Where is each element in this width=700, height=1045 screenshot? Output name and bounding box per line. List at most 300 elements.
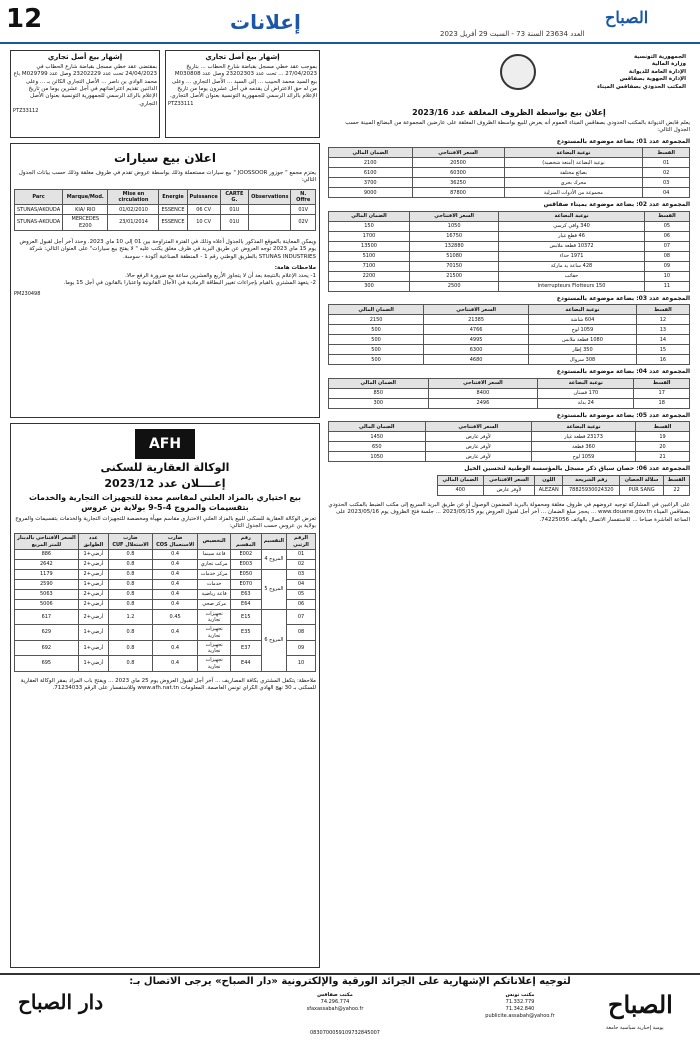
group-title: المجموعة عدد 04: بضاعة موضوعة بالمستودع <box>556 368 690 376</box>
table-row <box>329 178 690 188</box>
cell: 36250 <box>412 178 504 188</box>
col-header: السعر الافتتاحي <box>424 305 529 315</box>
cell: 03 <box>643 178 690 188</box>
table-row <box>329 158 690 168</box>
table-row <box>329 241 690 251</box>
cell: نوعية البضاعة (أمتعة شخصية) <box>504 158 643 168</box>
cell: 0.4 <box>152 640 198 656</box>
cell: STUNAS/AKOUDA <box>15 205 63 215</box>
col-header: الضمان المالي <box>437 475 483 485</box>
cell: STUNAS-AKOUDA <box>15 215 63 231</box>
afh-body: ملاحظة: يتكفل المشتري بكافة المصاريف ... آخر أجل لقبول العروض يوم 25 ماي 2023 ... ويفتح باب المزاد بمقر الوكالة العقارية للسكنى بـ 30 نهج الهادي الكراي تونس العاصمة. المعلومات www.afh.nat.tn وللاستفسار على الرقم 71234033. <box>20 677 316 692</box>
cell: 07 <box>644 241 689 251</box>
table-row <box>329 271 690 281</box>
table-row <box>329 221 690 231</box>
cell: مجموعة من الأدوات المنزلية <box>504 188 643 198</box>
table-row <box>329 251 690 261</box>
cell: 0.8 <box>109 625 153 641</box>
col-header: التقسيم <box>261 534 286 550</box>
table-row <box>15 215 316 231</box>
group-table <box>328 421 690 462</box>
cell: E050 <box>230 569 261 579</box>
cell: 1971 حذاء <box>499 251 644 261</box>
cell: مركز خدمات <box>198 569 231 579</box>
cell: محرك بحري <box>504 178 643 188</box>
footer-rib: 0830700059109732845007 <box>310 1030 380 1036</box>
cell: 1059 لوح <box>529 325 637 335</box>
cell: 78825930024320 <box>563 485 620 495</box>
cell: 01 <box>643 158 690 168</box>
cell: 13 <box>636 325 689 335</box>
cell: 10 <box>644 271 689 281</box>
col-header: رقم المقسم <box>230 534 261 550</box>
phone: 71.342.840 <box>505 1006 535 1012</box>
col-header: السعر الافتتاحي <box>410 211 499 221</box>
group-6-title: المجموعة عدد 06: حصان سباق ذكر مسجل بالمؤسسة الوطنية لتحسين الخيل <box>464 465 690 473</box>
cell: قاعة سينما <box>198 549 231 559</box>
cell: تجهيزات تجارية <box>198 656 231 672</box>
col-header: نوعية البضاعة <box>504 148 643 158</box>
cell: مركز صحي <box>198 599 231 609</box>
cell: 5100 <box>329 251 410 261</box>
afh-subtitle: بيع اختياري بالمزاد العلني لمقاسم معدة للتجهيزات التجارية والخدمات <box>28 492 302 502</box>
authority-line: وزارة المالية <box>651 61 686 68</box>
table-row <box>329 281 690 291</box>
authority-line: الجمهورية التونسية <box>633 54 686 60</box>
cell: 19 <box>636 432 690 442</box>
cell: 0.8 <box>109 599 153 609</box>
table-row <box>15 205 316 215</box>
cell: 70150 <box>410 261 499 271</box>
notice-body: بمقتضى عقد خطي مسجل بقباضة شارع الحطاب في 24/04/2023 تحت عدد 23202229 وصل عدد M029799 باع محمد الوادي بن ناصر ... الأصل التجاري الكائن بـ ... وعلى الدائنين تقديم اعتراضاتهم في أجل عشرين يوما من تاريخ الإعلام بالرائد الرسمي للجمهورية التونسية بعنوان الأصل التجاري. <box>13 63 157 107</box>
cell: PUR SANG <box>620 485 664 495</box>
cell: المروج 4 <box>261 549 286 569</box>
footer-col-sfax <box>260 992 410 1013</box>
afh-subtitle2: بتقسيمات والمروج 4-5-9 بولاية بن عروس <box>81 502 249 512</box>
cell <box>249 205 291 215</box>
table-row <box>329 355 690 365</box>
cell: أرضي+1 <box>78 640 108 656</box>
cell: أرضي+1 <box>78 625 108 641</box>
cell: 8400 <box>428 388 538 398</box>
section-title: إعلانات <box>230 10 301 34</box>
cell: المروج 6 <box>261 609 286 671</box>
col-header: الضمان المالي <box>329 211 410 221</box>
cell: 0.4 <box>152 599 198 609</box>
cell: 06 <box>644 231 689 241</box>
cell: 04 <box>287 579 316 589</box>
tender-authority <box>597 54 686 91</box>
table-row <box>437 485 689 495</box>
cell: 2642 <box>15 559 79 569</box>
cell: لأوفر عارض <box>425 432 531 442</box>
cell: 22 <box>664 485 690 495</box>
cell: 886 <box>15 549 79 559</box>
tender-title: إعلان بيع بواسطة الظروف المغلقة عدد 2023/16 <box>412 108 606 117</box>
cell: 0.4 <box>152 579 198 589</box>
cell: 132880 <box>410 241 499 251</box>
col-header: Observations <box>249 189 291 205</box>
col-header: عدد الطوابق <box>78 534 108 550</box>
group-table <box>328 147 690 198</box>
cell: 02 <box>287 559 316 569</box>
col-header: ضارب الاستغلال CUF <box>109 534 153 550</box>
cell: 1050 <box>410 221 499 231</box>
cell: 16 <box>636 355 689 365</box>
table-row <box>329 388 690 398</box>
seal-icon <box>500 54 536 90</box>
cell: 500 <box>329 335 424 345</box>
cell: 01/02/2010 <box>108 205 159 215</box>
footer-logo-2: دار الصباح <box>18 990 104 1014</box>
col-header: ضارب الاستعمال COS <box>152 534 198 550</box>
cell: 2496 <box>428 398 538 408</box>
col-header: الرقم الرتبي <box>287 534 316 550</box>
cell: E15 <box>230 609 261 625</box>
afh-name: الوكالة العقارية للسكنى <box>100 461 230 474</box>
note-2: 2- يتعهد المشتري بالقيام بإجراءات تغيير البطاقة الرمادية في الآجال القانونية واعتبارا بالقانون في أجل 15 يوما. <box>63 279 316 286</box>
col-header: الضمان المالي <box>329 422 426 432</box>
cell: 13500 <box>329 241 410 251</box>
col-header: الضمان المالي <box>329 148 413 158</box>
cell: أرضي+2 <box>78 569 108 579</box>
email: publicite.assabah@yahoo.fr <box>485 1013 555 1019</box>
afh-logo: AFH <box>135 429 195 459</box>
notice-ref: PTZ33112 <box>13 108 39 115</box>
cell: 1080 قطعة ملابس <box>529 335 637 345</box>
table-row <box>329 231 690 241</box>
col-header: Parc <box>15 189 63 205</box>
cell: 06 <box>287 599 316 609</box>
cell: 08 <box>644 251 689 261</box>
group-table <box>328 378 690 409</box>
cell: 629 <box>15 625 79 641</box>
cell: 9000 <box>329 188 413 198</box>
group-6-table <box>437 475 690 496</box>
cell: 4995 <box>424 335 529 345</box>
footer-title: لتوجيه إعلاناتكم الإشهارية على الجرائد الورقية والإلكترونية «دار الصباح» يرجى الاتصال بـ: <box>129 976 571 987</box>
cell: 10372 قطعة ملابس <box>499 241 644 251</box>
cell: 01U <box>220 205 248 215</box>
cell: أرضي+2 <box>78 559 108 569</box>
cell: 21500 <box>410 271 499 281</box>
cell: 07 <box>287 609 316 625</box>
cell: 09 <box>287 640 316 656</box>
cell: 17 <box>634 388 690 398</box>
cell: 308 سروال <box>529 355 637 365</box>
cell: 150 <box>329 221 410 231</box>
cell: 16750 <box>410 231 499 241</box>
cell: تجهيزات تجارية <box>198 640 231 656</box>
notice-sale-1 <box>165 50 320 138</box>
authority-line: المكتب الحدودي بصفاقس الميناء <box>597 83 686 90</box>
cell: 650 <box>329 442 426 452</box>
table-row <box>15 609 316 625</box>
table-row <box>329 398 690 408</box>
cell: ESSENCE <box>159 215 187 231</box>
col-header: القسط <box>643 148 690 158</box>
cell: E37 <box>230 640 261 656</box>
cell: أرضي+1 <box>78 549 108 559</box>
cell: 04 <box>643 188 690 198</box>
cell: 1.2 <box>109 609 153 625</box>
col-header: القسط <box>634 378 690 388</box>
cell: تجهيزات تجارية <box>198 625 231 641</box>
cell: أرضي+1 <box>78 579 108 589</box>
cell: أرضي+2 <box>78 599 108 609</box>
cell: 05 <box>287 589 316 599</box>
cell: 20500 <box>412 158 504 168</box>
table-row <box>329 261 690 271</box>
afh-table <box>14 533 316 672</box>
customs-tender <box>326 50 692 968</box>
cell: 21 <box>636 452 690 462</box>
cell: 10 CV <box>187 215 220 231</box>
cell: بضائع مختلفة <box>504 168 643 178</box>
col-header: نوعية البضاعة <box>538 378 634 388</box>
afh-title: إعــــلان عدد 2023/12 <box>104 476 226 490</box>
cell: 18 <box>634 398 690 408</box>
cell: E35 <box>230 625 261 641</box>
group-title: المجموعة عدد 01: بضاعة موضوعة بالمستودع <box>556 137 690 145</box>
col-header: نوعية البضاعة <box>499 211 644 221</box>
col-header: اللون <box>534 475 562 485</box>
tender-body: على الراغبين في المشاركة توجيه عروضهم في ظروف مغلقة ومحمولة بالبريد المضمون الوصول أو عن طريق البريد السريع إلى مكتب الضبط بالمكتب الحدودي بصفاقس الميناء www.douane.gov.tn ... يحجز مبلغ الضمان ... آخر أجل لقبول العروض يوم 2023/05/15 ... جلسة فتح الظروف يوم 2023/05/16 على الساعة العاشرة صباحا ... للاستفسار الاتصال بالهاتف 74225056. <box>328 501 690 523</box>
col-header: السعر الافتتاحي <box>483 475 534 485</box>
col-header: الضمان المالي <box>329 305 424 315</box>
col-header: القسط <box>644 211 689 221</box>
page-number: 12 <box>6 4 43 34</box>
table-row <box>329 168 690 178</box>
cell: قاعة رياضية <box>198 589 231 599</box>
table-row <box>329 452 690 462</box>
cell: 0.4 <box>152 569 198 579</box>
cell: 400 <box>437 485 483 495</box>
issue-info: العدد 23634 السنة 73 - السبت 29 أفريل 2023 <box>440 30 585 38</box>
notice-title: إشهار بيع أصل تجاري <box>205 53 280 61</box>
cell: 51080 <box>410 251 499 261</box>
cell: 14 <box>636 335 689 345</box>
col-header: Marque/Mod. <box>63 189 108 205</box>
notes-title: ملاحظات هامة: <box>274 265 316 272</box>
office-label: مكتب صفاقس <box>317 992 353 998</box>
col-header: Puissance <box>187 189 220 205</box>
notice-title: إشهار بيع أصل تجاري <box>47 53 123 61</box>
cell: 2590 <box>15 579 79 589</box>
cell: ESSENCE <box>159 205 187 215</box>
cell: 08 <box>287 625 316 641</box>
cell: 850 <box>329 388 429 398</box>
car-sale-intro: يعتزم مجمع " جوزور JOOSSOOR " بيع سيارات مستعملة وذلك بواسطة عروض تقدم في ظروف مغلقة وذلك حسب بيانات الجدول التالي: <box>18 170 316 184</box>
email: sfaxassabah@yahoo.fr <box>306 1006 364 1012</box>
cell: أرضي+1 <box>78 656 108 672</box>
cell: 0.4 <box>152 656 198 672</box>
notice-ref: PTZ33111 <box>168 100 194 107</box>
table-row <box>329 432 690 442</box>
table-row <box>15 569 316 579</box>
page-header <box>0 0 700 44</box>
cell: E002 <box>230 549 261 559</box>
cell <box>249 215 291 231</box>
group-title: المجموعة عدد 02: بضاعة موضوعة بميناء صفاقس <box>543 201 690 209</box>
cell: E64 <box>230 599 261 609</box>
cell: 0.4 <box>152 625 198 641</box>
cell: 10 <box>287 656 316 672</box>
cell: 87800 <box>412 188 504 198</box>
cell: 1700 <box>329 231 410 241</box>
cell: E63 <box>230 589 261 599</box>
cell: 1450 <box>329 432 426 442</box>
phone: 74.296.774 <box>320 999 350 1005</box>
cell: 300 <box>329 398 429 408</box>
cell: 2100 <box>329 158 413 168</box>
afh-notice <box>10 423 320 968</box>
group-title: المجموعة عدد 05: بضاعة موضوعة بالمستودع <box>556 411 690 419</box>
cell: 2200 <box>329 271 410 281</box>
cell: 0.8 <box>109 589 153 599</box>
notice-body: بموجب عقد خطي مسجل بقباضة شارع الحطاب ... بتاريخ 27/04/2023 ... تحت عدد 23202303 وصل عدد M030808 بيع السيد محمد الحبيب ... إلى السيد ... الأصل التجاري ... وعلى من له حق الاعتراض أن يقدمه في أجل عشرون يوما من تاريخ الإعلام بالرائد الرسمي للجمهورية التونسية بعنوان الأصل التجاري. <box>169 63 317 100</box>
cell: لأوفر عارض <box>483 485 534 495</box>
cell: 500 <box>329 345 424 355</box>
table-row <box>329 442 690 452</box>
table-row <box>329 188 690 198</box>
cell: 03 <box>287 569 316 579</box>
cell: 170 فستان <box>538 388 634 398</box>
cell: 0.8 <box>109 569 153 579</box>
notice-sale-2 <box>10 50 160 138</box>
cell: 692 <box>15 640 79 656</box>
cell: 1059 لوح <box>531 452 635 462</box>
cell: E003 <box>230 559 261 569</box>
col-header: القسط <box>636 422 690 432</box>
cell: 0.8 <box>109 549 153 559</box>
cell: 300 <box>329 281 410 291</box>
cell: 0.8 <box>109 559 153 569</box>
cell: 12 <box>636 315 689 325</box>
col-header: القسط <box>664 475 690 485</box>
cell: 60300 <box>412 168 504 178</box>
col-header: نوعية البضاعة <box>529 305 637 315</box>
cell: 604 شاشة <box>529 315 637 325</box>
col-header: Mise en circulation <box>108 189 159 205</box>
cell: 0.4 <box>152 549 198 559</box>
cell: 500 <box>329 325 424 335</box>
cell: لأوفر عارض <box>425 442 531 452</box>
cell: 350 إطار <box>529 345 637 355</box>
table-row <box>329 325 690 335</box>
afh-intro: تعرض الوكالة العقارية للسكنى للبيع بالمزاد العلني الاختياري مقاسم مهيأة ومخصصة للتجهيزات التجارية والخدمات بتقسيمات والمروج بولاية بن عروس حسب الجدول التالي: <box>15 515 316 529</box>
group-table <box>328 304 690 365</box>
cell: 09 <box>644 261 689 271</box>
cell: ALEZAN <box>534 485 562 495</box>
cell: MERCEDES E200 <box>63 215 108 231</box>
cell: 23/01/2014 <box>108 215 159 231</box>
cell: 01V <box>291 205 316 215</box>
phone: 71.332.779 <box>505 999 535 1005</box>
cell: حقائب <box>499 271 644 281</box>
col-header: سلالة الحصان <box>620 475 664 485</box>
cell: 24 بدلة <box>538 398 634 408</box>
cell: 0.8 <box>109 579 153 589</box>
cell: 4766 <box>424 325 529 335</box>
cell: 1050 <box>329 452 426 462</box>
cell: 500 <box>329 355 424 365</box>
authority-line: الإدارة العامة للديوانة <box>628 68 686 75</box>
authority-line: الإدارة الجهوية بصفاقس <box>619 76 686 83</box>
cell: 617 <box>15 609 79 625</box>
cell: 360 قطعة <box>531 442 635 452</box>
footer-col-tunis <box>450 992 590 1020</box>
cell: E070 <box>230 579 261 589</box>
car-sale-notice <box>10 143 320 418</box>
col-header: رقم الشريحة <box>563 475 620 485</box>
cell: KIA/ RIO <box>63 205 108 215</box>
col-header: N. Offre <box>291 189 316 205</box>
cell: تجهيزات تجارية <box>198 609 231 625</box>
cell: 02V <box>291 215 316 231</box>
cell: 11 <box>644 281 689 291</box>
cell: لأوفر عارض <box>425 452 531 462</box>
cell: 340 واقي كرسي <box>499 221 644 231</box>
tender-intro: يعلم قابض الديوانة بالمكتب الحدودي بصفاقس الميناء العموم أنه يعرض للبيع بواسطة الظروف المغلقة على عارضين المجموعة من البضائع المبينة حسب الجدول التالي: <box>345 120 690 134</box>
cell: E44 <box>230 656 261 672</box>
paper-logo: الصباح <box>605 8 649 27</box>
cell: 01U <box>220 215 248 231</box>
col-header: Energie <box>159 189 187 205</box>
cell: 0.4 <box>152 559 198 569</box>
car-table <box>14 189 316 231</box>
cell: أرضي+2 <box>78 589 108 599</box>
cell: 3700 <box>329 178 413 188</box>
cell: 23173 قطعة غيار <box>531 432 635 442</box>
footer-tagline: يومية إخبارية سياسية جامعة <box>606 1025 664 1031</box>
tender-groups <box>328 138 690 463</box>
note-1: 1- يحدد الإعلام بالنتيجة بعد أن لا يتجاوز الأربع والعشرين ساعة مع ضرورة الرفع حالا. <box>125 272 316 279</box>
car-sale-body: ويمكن المعاينة بالموقع المذكور بالجدول أعلاه وذلك في الفترة المتراوحة بين 01 إلى 10 ماي 2023. وحدد آخر أجل لقبول العروض يوم 15 ماي 2023 توجه العروض عن طريق البريد في ظرف مغلق يكتب عليه " لا يفتح بيع سيارات" على العنوان التالي: شركة STUNAS INDUSTRIES بالطريق الوطني رقم 1 - المنطقة الصناعية أكودة - سوسة. <box>19 238 316 260</box>
cell: 20 <box>636 442 690 452</box>
cell: 0.8 <box>109 640 153 656</box>
cell: 695 <box>15 656 79 672</box>
cell: 5006 <box>15 599 79 609</box>
office-label: مكتب تونس <box>505 992 535 998</box>
table-row <box>15 549 316 559</box>
col-header: نوعية البضاعة <box>531 422 635 432</box>
cell: 150 Interrupteurs Flotteurs <box>499 281 644 291</box>
cell: 6100 <box>329 168 413 178</box>
col-header: القسط <box>636 305 689 315</box>
col-header: الضمان المالي <box>329 378 429 388</box>
cell: 02 <box>643 168 690 178</box>
group-table <box>328 211 690 292</box>
cell: 0.4 <box>152 589 198 599</box>
cell: 4680 <box>424 355 529 365</box>
cell: أرضي+2 <box>78 609 108 625</box>
footer-logo: الصباح <box>608 990 673 1019</box>
cell: مركب تجاري <box>198 559 231 569</box>
cell: 2500 <box>410 281 499 291</box>
car-sale-ref: PM230498 <box>14 291 41 298</box>
cell: 0.8 <box>109 656 153 672</box>
cell: المروج 5 <box>261 569 286 609</box>
table-row <box>329 345 690 355</box>
cell: 46 قطع غيار <box>499 231 644 241</box>
col-header: CARTE G. <box>220 189 248 205</box>
col-header: السعر الافتتاحي <box>428 378 538 388</box>
table-row <box>329 335 690 345</box>
cell: 2150 <box>329 315 424 325</box>
cell: 01 <box>287 549 316 559</box>
col-header: السعر الافتتاحي <box>425 422 531 432</box>
